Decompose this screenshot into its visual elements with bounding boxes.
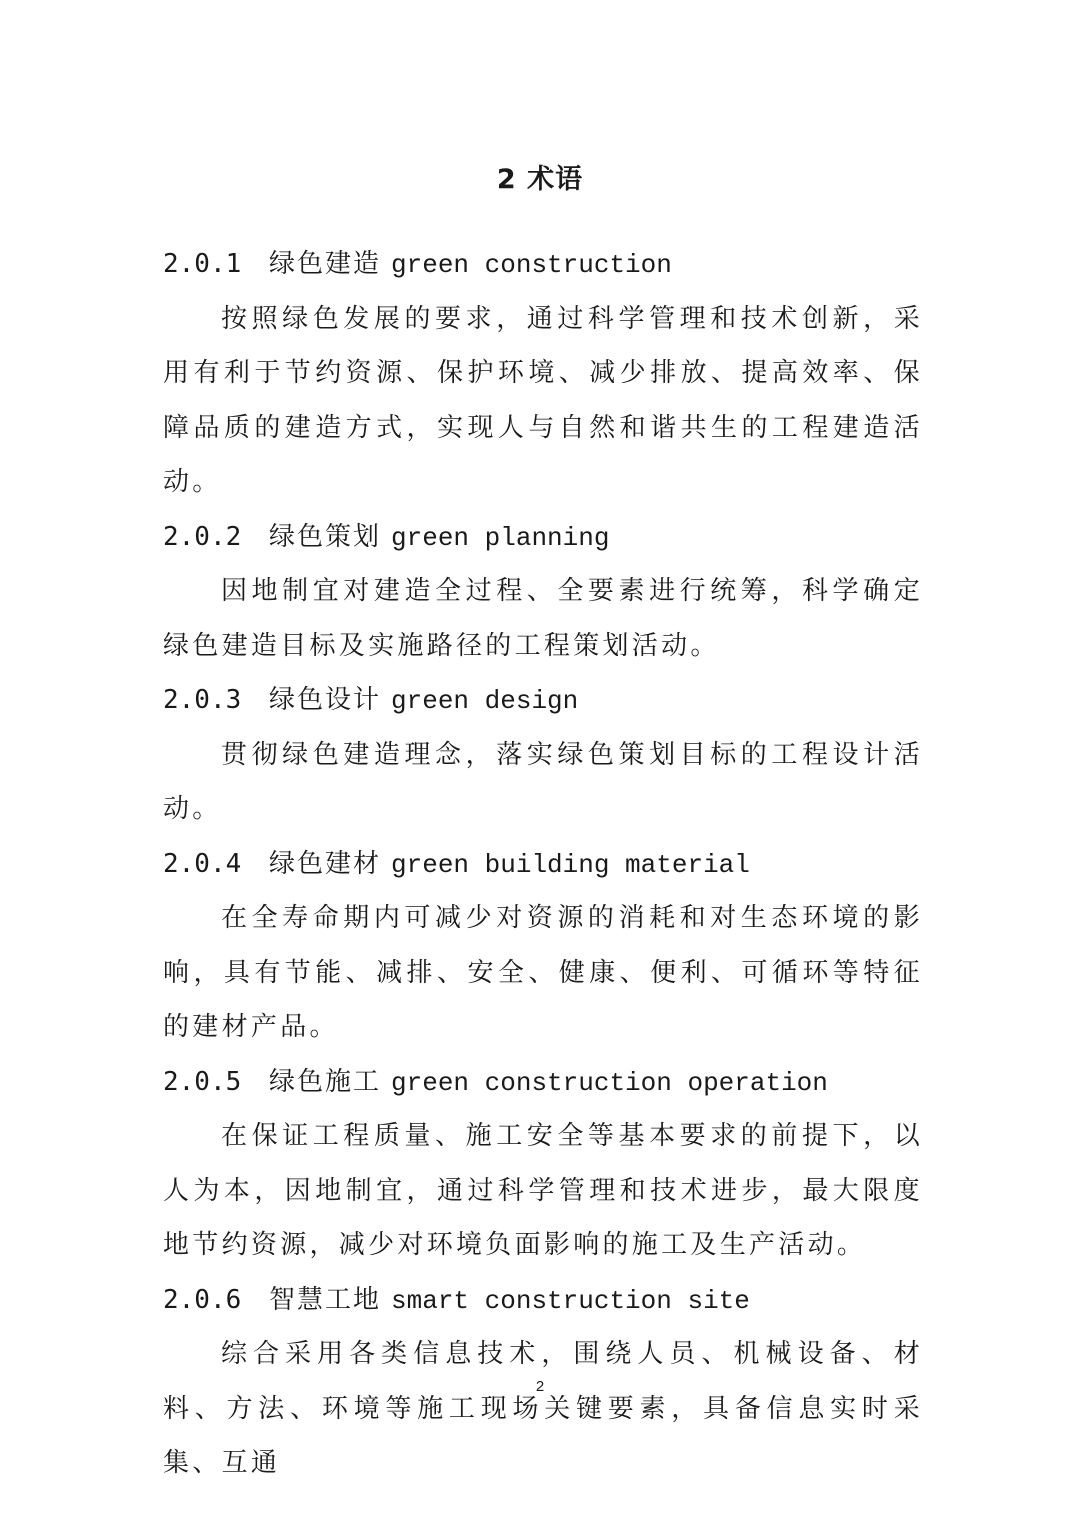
terms-list xyxy=(163,237,923,1491)
term-definition: 在全寿命期内可减少对资源的消耗和对生态环境的影响，具有节能、减排、安全、健康、便利、可循环等特征的建材产品。 xyxy=(163,903,923,1042)
term-heading xyxy=(163,837,923,892)
term-definition: 按照绿色发展的要求，通过科学管理和技术创新，采用有利于节约资源、保护环境、减少排放、提高效率、保障品质的建造方式，实现人与自然和谐共生的工程建造活动。 xyxy=(163,303,923,497)
term-heading xyxy=(163,1273,923,1328)
term-2-0-3 xyxy=(163,673,923,837)
term-definition: 贯彻绿色建造理念，落实绿色策划目标的工程设计活动。 xyxy=(163,739,923,824)
term-name-zh: 绿色设计 xyxy=(269,685,382,715)
term-name-en: green design xyxy=(391,686,579,716)
term-number: 2.0.5 xyxy=(163,1066,242,1097)
term-definition: 在保证工程质量、施工安全等基本要求的前提下，以人为本，因地制宜，通过科学管理和技术进步，最大限度地节约资源，减少对环境负面影响的施工及生产活动。 xyxy=(163,1121,923,1260)
term-name-en: green construction xyxy=(391,250,672,280)
term-heading xyxy=(163,237,923,292)
term-number: 2.0.2 xyxy=(163,521,242,552)
term-name-zh: 绿色建造 xyxy=(269,249,382,279)
term-name-zh: 智慧工地 xyxy=(269,1284,382,1315)
chapter-title: 2 术语 xyxy=(496,164,584,195)
term-definition: 综合采用各类信息技术，围绕人员、机械设备、材料、方法、环境等施工现场关键要素，具备信息实时采集、互通 xyxy=(163,1339,923,1478)
term-name-zh: 绿色施工 xyxy=(269,1066,382,1097)
term-2-0-2 xyxy=(163,510,923,674)
term-definition: 因地制宜对建造全过程、全要素进行统筹，科学确定绿色建造目标及实施路径的工程策划活动。 xyxy=(163,576,923,661)
term-heading xyxy=(163,510,923,565)
term-name-en: green planning xyxy=(391,522,610,553)
term-2-0-1 xyxy=(163,237,923,510)
term-number: 2.0.6 xyxy=(163,1284,242,1315)
term-heading xyxy=(163,673,923,728)
term-name-zh: 绿色建材 xyxy=(269,848,382,879)
term-number: 2.0.3 xyxy=(163,685,242,715)
term-number: 2.0.4 xyxy=(163,848,242,879)
term-name-en: smart construction site xyxy=(391,1285,750,1316)
term-number: 2.0.1 xyxy=(163,249,242,279)
term-name-zh: 绿色策划 xyxy=(269,521,382,552)
term-2-0-4 xyxy=(163,837,923,1055)
term-2-0-5 xyxy=(163,1055,923,1273)
term-name-en: green building material xyxy=(391,849,750,880)
page-number: 2 xyxy=(535,1378,545,1395)
term-heading xyxy=(163,1055,923,1110)
term-name-en: green construction operation xyxy=(391,1067,828,1098)
